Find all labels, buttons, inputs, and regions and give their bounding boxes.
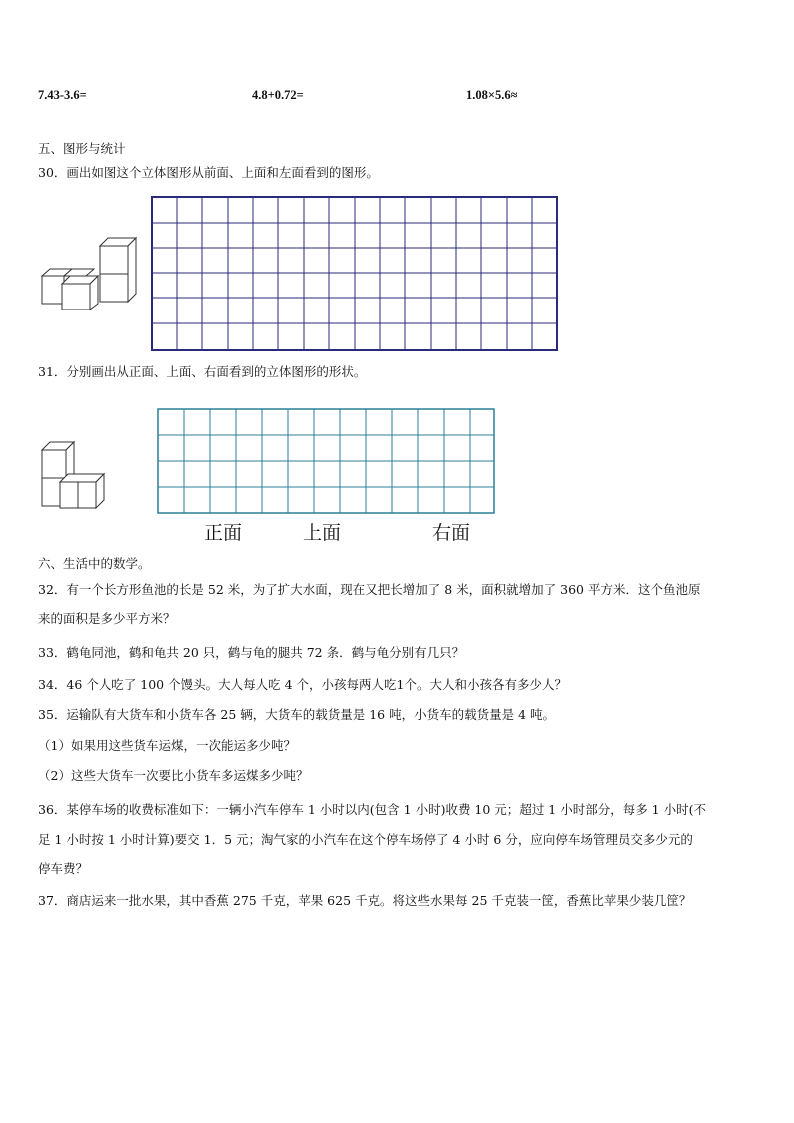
grid-30 — [150, 195, 560, 353]
grid-31 — [156, 407, 496, 515]
question-36-line-1: 36．某停车场的收费标准如下：一辆小汽车停车 1 小时以内(包含 1 小时)收费 10 元；超过 1 小时部分，每多 1 小时(不 — [38, 802, 706, 817]
question-31: 31．分别画出从正面、上面、右面看到的立体图形的形状。 — [38, 364, 367, 379]
question-30: 30．画出如图这个立体图形从前面、上面和左面看到的图形。 — [38, 165, 379, 180]
equation-2: 4.8+0.72= — [252, 88, 304, 102]
cube-figure-30 — [38, 236, 142, 310]
view-label-front: 正面 — [204, 522, 243, 544]
view-label-top: 上面 — [303, 522, 342, 544]
question-35-part-1: （1）如果用这些货车运煤，一次能运多少吨？ — [38, 738, 296, 753]
equation-3: 1.08×5.6≈ — [466, 88, 518, 102]
question-37: 37．商店运来一批水果，其中香蕉 275 千克，苹果 625 千克。将这些水果每 25 千克装一筐，香蕉比苹果少装几筐？ — [38, 893, 692, 908]
view-label-right: 右面 — [432, 522, 471, 544]
question-32-line-2: 来的面积是多少平方米？ — [38, 611, 176, 626]
question-35: 35．运输队有大货车和小货车各 25 辆，大货车的载货量是 16 吨，小货车的载货量是 4 吨。 — [38, 707, 556, 722]
cube-figure-31 — [38, 438, 110, 510]
section-6-title: 六、生活中的数学。 — [38, 556, 151, 571]
question-36-line-3: 停车费？ — [38, 861, 89, 876]
question-33: 33．鹤龟同池，鹤和龟共 20 只，鹤与龟的腿共 72 条．鹤与龟分别有几只？ — [38, 645, 465, 660]
question-35-part-2: （2）这些大货车一次要比小货车多运煤多少吨？ — [38, 768, 309, 783]
question-36-line-2: 足 1 小时按 1 小时计算)要交 1．5 元；淘气家的小汽车在这个停车场停了 4 小时 6 分，应向停车场管理员交多少元的 — [38, 832, 693, 847]
section-5-title: 五、图形与统计 — [38, 141, 126, 156]
question-34: 34．46 个人吃了 100 个馒头。大人每人吃 4 个，小孩每两人吃1个。大人和小孩各有多少人？ — [38, 677, 567, 692]
equation-1: 7.43-3.6= — [38, 88, 87, 102]
question-32-line-1: 32．有一个长方形鱼池的长是 52 米，为了扩大水面，现在又把长增加了 8 米，面积就增加了 360 平方米．这个鱼池原 — [38, 582, 701, 597]
